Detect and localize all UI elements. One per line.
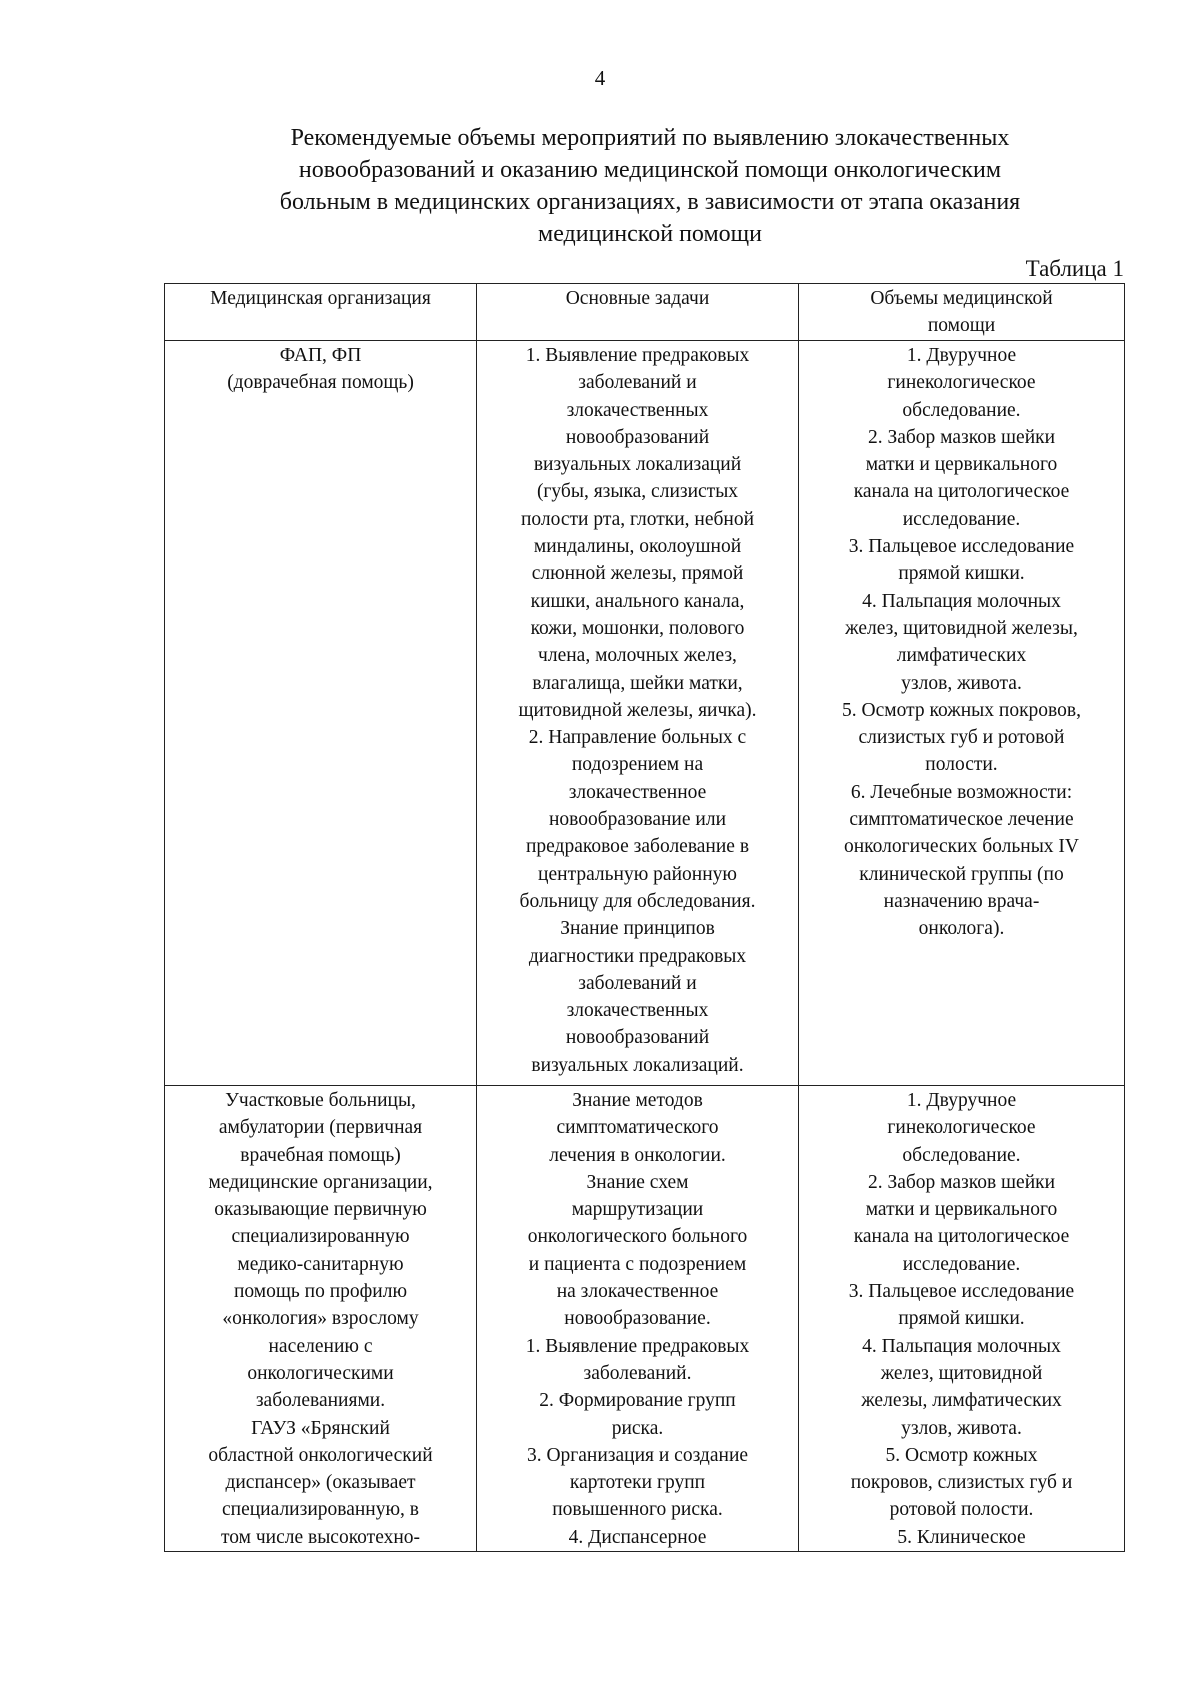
- document-title: [175, 122, 1125, 250]
- title-line: новообразований и оказанию медицинской помощи онкологическим: [298, 157, 1002, 183]
- cell-text-line: 5. Осмотр кожных: [885, 1444, 1038, 1466]
- cell-text-line: Знание схем: [586, 1171, 689, 1193]
- cell-text-line: полости рта, глотки, небной: [520, 508, 755, 530]
- cell-text-line: матки и цервикального: [865, 1199, 1058, 1221]
- cell-text-line: риска.: [611, 1417, 664, 1439]
- cell-text-line: предраковое заболевание в: [525, 836, 750, 858]
- cell-text-line: новообразование.: [564, 1308, 711, 1330]
- cell-text-line: 1. Выявление предраковых: [525, 345, 750, 366]
- cell-text-line: прямой кишки.: [898, 563, 1025, 585]
- cell-text-line: обследование.: [902, 399, 1021, 421]
- cell-text-line: маршрутизации: [571, 1199, 704, 1221]
- cell-text-line: картотеки групп: [569, 1472, 706, 1494]
- cell-text-line: Основные задачи: [565, 288, 710, 309]
- cell-text-line: специализированную, в: [222, 1499, 419, 1521]
- cell-text-line: центральную районную: [538, 863, 737, 885]
- table-label: Таблица 1: [1025, 256, 1124, 281]
- cell-text-line: канала на цитологическое: [853, 481, 1070, 503]
- cell-text-line: онкологическими: [247, 1362, 394, 1384]
- cell-text-line: назначению врача-: [883, 890, 1040, 912]
- cell-text-line: заболеваний и: [578, 972, 697, 994]
- cell-text-line: новообразование или: [548, 809, 727, 831]
- cell-text-line: исследование.: [902, 508, 1021, 530]
- cell-text-line: симптоматического: [556, 1117, 719, 1139]
- cell-text-line: 2. Направление больных с: [528, 727, 747, 749]
- table-row: [165, 341, 1125, 1086]
- cell-text-line: Знание принципов: [560, 918, 715, 940]
- header-cell-organization: [165, 284, 477, 341]
- cell-text-line: новообразований: [565, 426, 710, 448]
- cell-text-line: 1. Выявление предраковых: [525, 1335, 750, 1357]
- cell-text-line: онкологических больных IV: [844, 836, 1079, 858]
- cell-text-line: 4. Диспансерное: [568, 1526, 707, 1548]
- cell-text-line: помощь по профилю: [233, 1281, 408, 1303]
- cell-volumes: [799, 1086, 1125, 1552]
- page-number: 4: [594, 66, 606, 90]
- cell-text-line: узлов, живота.: [901, 672, 1022, 694]
- cell-text-line: 3. Организация и создание: [526, 1444, 749, 1466]
- cell-text-line: желез, щитовидной: [880, 1362, 1043, 1384]
- cell-text-line: кишки, анального канала,: [530, 590, 745, 612]
- cell-text-line: 2. Забор мазков шейки: [867, 1171, 1056, 1193]
- cell-text-line: 5. Осмотр кожных покровов,: [842, 699, 1081, 721]
- cell-text-line: 2. Забор мазков шейки: [867, 426, 1056, 448]
- cell-text-line: канала на цитологическое: [853, 1226, 1070, 1248]
- cell-tasks: [477, 1086, 799, 1552]
- cell-text-line: (доврачебная помощь): [227, 372, 414, 394]
- cell-text-line: диагностики предраковых: [528, 945, 747, 967]
- cell-text-line: злокачественное: [568, 781, 707, 803]
- cell-text-line: 2. Формирование групп: [539, 1390, 736, 1412]
- cell-text-line: 4. Пальпация молочных: [862, 590, 1061, 612]
- cell-text-line: и пациента с подозрением: [528, 1253, 747, 1275]
- cell-text-line: заболеваний и: [578, 372, 697, 394]
- cell-text-line: онкологического больного: [527, 1226, 748, 1248]
- cell-text-line: 1. Двуручное: [906, 1090, 1017, 1111]
- cell-text-line: ГАУЗ «Брянский: [251, 1417, 390, 1439]
- title-line: медицинской помощи: [538, 221, 762, 247]
- cell-text-line: 4. Пальпация молочных: [862, 1335, 1061, 1357]
- cell-text-line: покровов, слизистых губ и: [850, 1472, 1073, 1494]
- cell-text-line: матки и цервикального: [865, 454, 1058, 476]
- cell-text-line: медицинские организации,: [208, 1171, 433, 1193]
- cell-text-line: узлов, живота.: [901, 1417, 1022, 1439]
- cell-text-line: том числе высокотехно-: [220, 1526, 421, 1548]
- cell-text-line: на злокачественное: [556, 1281, 719, 1303]
- cell-text-line: амбулатории (первичная: [218, 1117, 423, 1139]
- cell-text-line: визуальных локализаций.: [531, 1054, 744, 1076]
- cell-volumes: [799, 341, 1125, 1086]
- cell-text-line: 1. Двуручное: [906, 345, 1017, 366]
- cell-text-line: прямой кишки.: [898, 1308, 1025, 1330]
- cell-text-line: исследование.: [902, 1253, 1021, 1275]
- cell-text-line: больницу для обследования.: [519, 890, 756, 912]
- cell-text-line: лечения в онкологии.: [549, 1144, 726, 1166]
- cell-text-line: слюнной железы, прямой: [531, 563, 744, 585]
- cell-text-line: ротовой полости.: [889, 1499, 1034, 1521]
- cell-text-line: Участковые больницы,: [225, 1090, 416, 1111]
- cell-text-line: слизистых губ и ротовой: [858, 727, 1065, 749]
- cell-text-line: желез, щитовидной железы,: [845, 617, 1078, 639]
- cell-text-line: обследование.: [902, 1144, 1021, 1166]
- cell-text-line: специализированную: [231, 1226, 410, 1248]
- cell-tasks: [477, 341, 799, 1086]
- header-cell-tasks: [477, 284, 799, 341]
- cell-text-line: щитовидной железы, яичка).: [518, 699, 757, 721]
- cell-text-line: (губы, языка, слизистых: [536, 481, 739, 503]
- cell-text-line: полости.: [925, 754, 998, 776]
- cell-text-line: областной онкологический: [208, 1444, 433, 1466]
- cell-text-line: 3. Пальцевое исследование: [848, 1281, 1075, 1303]
- cell-text-line: 5. Клиническое: [897, 1526, 1026, 1548]
- cell-text-line: медико-санитарную: [237, 1253, 404, 1275]
- cell-text-line: злокачественных: [566, 399, 709, 421]
- cell-text-line: «онкология» взрослому: [222, 1308, 419, 1330]
- measures-table: [164, 283, 1125, 1552]
- cell-text-line: Объемы медицинской: [870, 288, 1053, 309]
- cell-text-line: клинической группы (по: [859, 863, 1064, 885]
- cell-text-line: оказывающие первичную: [214, 1199, 427, 1221]
- cell-text-line: 3. Пальцевое исследование: [848, 536, 1075, 558]
- cell-text-line: населению с: [268, 1335, 373, 1357]
- cell-text-line: железы, лимфатических: [861, 1390, 1062, 1412]
- cell-text-line: лимфатических: [896, 645, 1027, 667]
- table-header-row: [165, 284, 1125, 341]
- header-cell-volumes: [799, 284, 1125, 341]
- cell-organization: [165, 1086, 477, 1552]
- cell-text-line: новообразований: [565, 1027, 710, 1049]
- cell-text-line: заболеваний.: [583, 1362, 692, 1384]
- title-line: Рекомендуемые объемы мероприятий по выявлению злокачественных: [290, 125, 1010, 151]
- cell-text-line: повышенного риска.: [552, 1499, 723, 1521]
- cell-text-line: подозрением на: [571, 754, 704, 776]
- cell-text-line: визуальных локализаций: [533, 454, 742, 476]
- cell-text-line: ФАП, ФП: [279, 345, 362, 366]
- cell-text-line: Знание методов: [572, 1090, 703, 1111]
- cell-text-line: гинекологическое: [887, 372, 1036, 394]
- cell-text-line: врачебная помощь): [240, 1144, 401, 1166]
- cell-text-line: помощи: [927, 315, 996, 337]
- table-row: [165, 1086, 1125, 1552]
- cell-text-line: злокачественных: [566, 1000, 709, 1022]
- cell-text-line: члена, молочных желез,: [538, 645, 737, 667]
- cell-text-line: онколога).: [918, 918, 1005, 940]
- cell-text-line: миндалины, околоушной: [533, 536, 742, 558]
- cell-text-line: симптоматическое лечение: [849, 809, 1074, 831]
- cell-text-line: Медицинская организация: [210, 288, 431, 309]
- title-line: больным в медицинских организациях, в зависимости от этапа оказания: [279, 189, 1021, 215]
- cell-text-line: диспансер» (оказывает: [225, 1472, 416, 1494]
- cell-text-line: кожи, мошонки, полового: [530, 617, 745, 639]
- cell-text-line: влагалища, шейки матки,: [532, 672, 743, 694]
- cell-organization: [165, 341, 477, 1086]
- cell-text-line: заболеваниями.: [255, 1390, 386, 1412]
- cell-text-line: 6. Лечебные возможности:: [850, 781, 1073, 803]
- cell-text-line: гинекологическое: [887, 1117, 1036, 1139]
